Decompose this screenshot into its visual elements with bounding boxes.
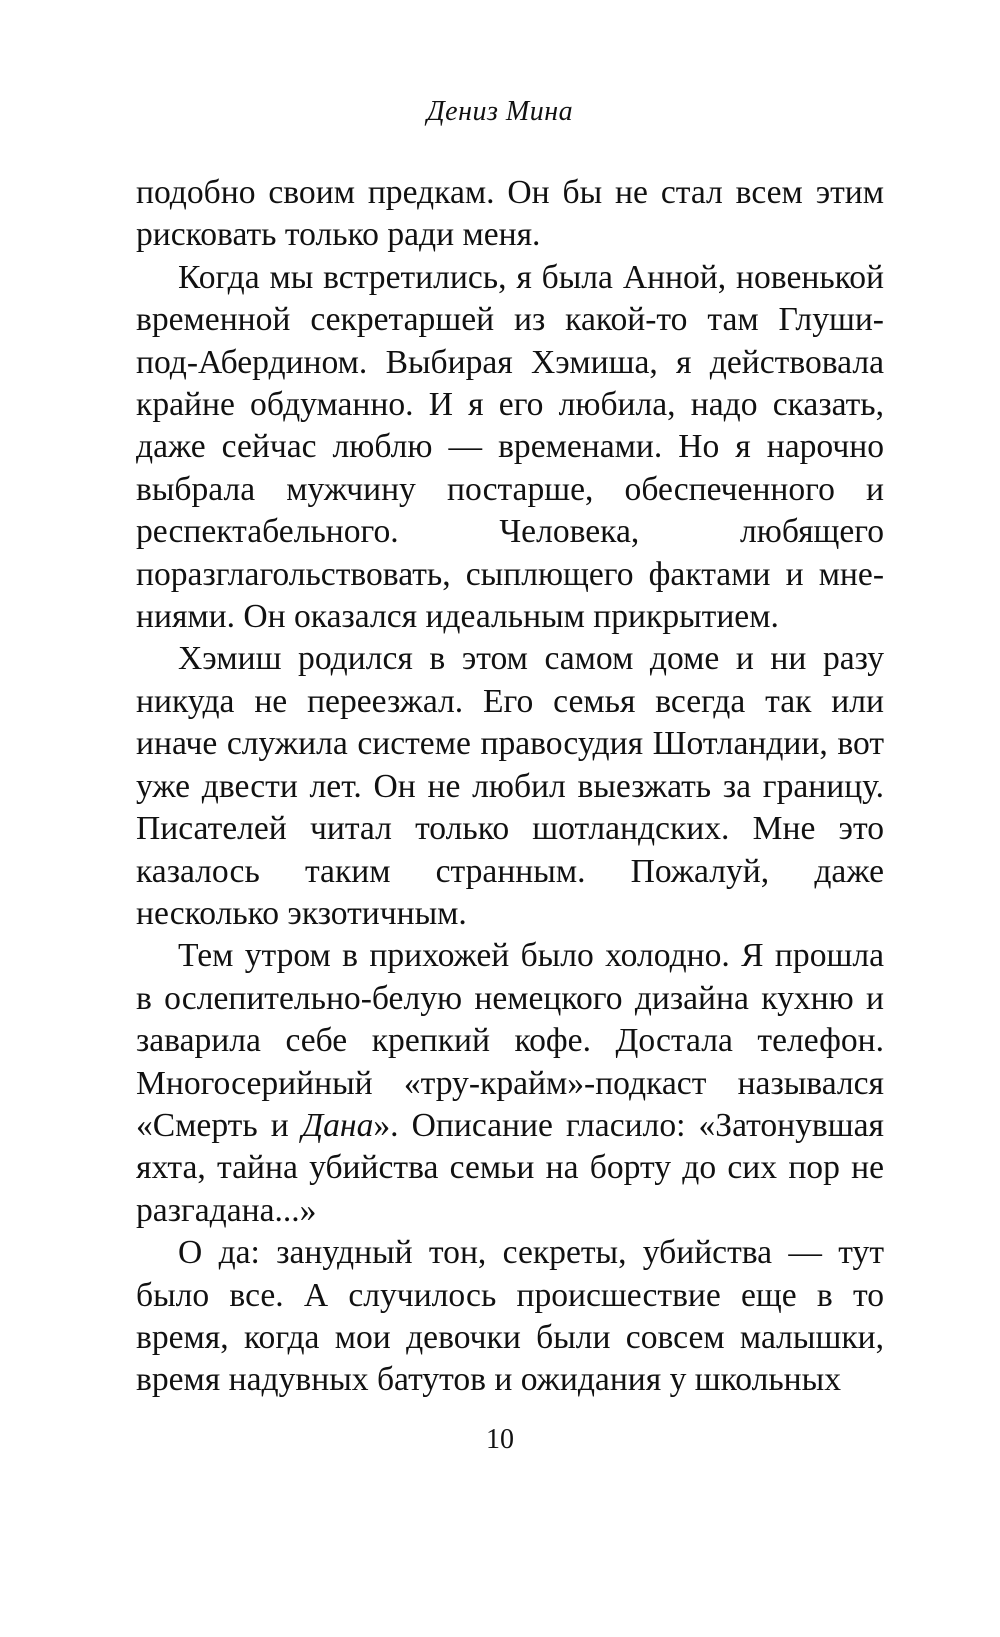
- paragraph-4-text-before: Тем утром в прихожей было холодно. Я прошла в ослепительно-белую немецкого дизайна кухню и заварила себе крепкий кофе. Достала телефон. Многосерийный «тру-крайм»-подкаст назывался «Смерть и: [136, 937, 884, 1144]
- paragraph-4-italic-title: Дана: [301, 1106, 374, 1144]
- paragraph-2: Когда мы встретились, я была Анной, новенькой временной секретаршей из какой-то там Глуши-под-Абердином. Выбирая Хэмиша, я действовала крайне обдуманно. И я его любила, надо сказать, даже сейчас люблю — временами. Но я нарочно выбрала мужчину постарше, обеспеченного и респектабельного. Человека, любящего поразглагольствовать, сыплющего фактами и мнениями. Он оказался идеальным прикрытием.: [136, 258, 884, 636]
- page-number: 10: [486, 1424, 514, 1455]
- paragraph-4-text-after: ». Описание гласило: «Затонувшая яхта, тайна убийства семьи на борту до сих пор не разгадана...»: [136, 1106, 884, 1229]
- paragraph-1-continued: подобно своим предкам. Он бы не стал всем этим рисковать только ради меня.: [136, 174, 884, 254]
- paragraph-5: О да: занудный тон, секреты, убийства — тут было все. А случилось происшествие еще в то время, когда мои девочки были совсем малышки, время надувных батутов и ожидания у школьных: [136, 1234, 884, 1399]
- body-text: [136, 172, 884, 1402]
- paragraph-4: [136, 935, 884, 1232]
- running-head-author: Дениз Мина: [426, 96, 574, 127]
- paragraph-3: Хэмиш родился в этом самом доме и ни разу никуда не переезжал. Его семья всегда так или иначе служила системе правосудия Шотландии, вот уже двести лет. Он не любил выезжать за границу. Писателей читал только шотландских. Мне это казалось таким странным. Пожалуй, даже несколько экзотичным.: [136, 640, 884, 932]
